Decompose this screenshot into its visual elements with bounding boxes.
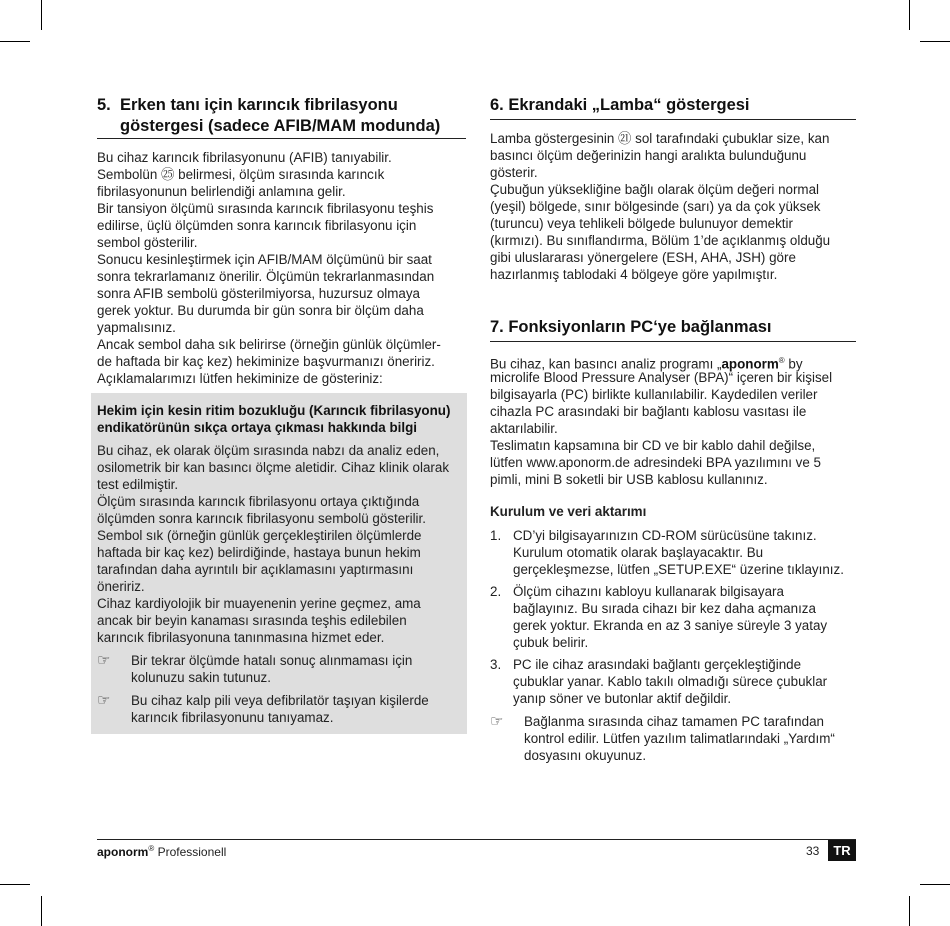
crop-mark <box>909 896 910 926</box>
text-line: Bu cihaz, ek olarak ölçüm sırasında nabzı da analiz eden, <box>97 443 440 458</box>
text-line: tarafından daha ayrıntılı bir açıklamasını yaptırmasını <box>97 562 414 577</box>
box-heading-line: Hekim için kesin ritim bozukluğu (Karıncık fibrilasyonu) <box>97 403 451 418</box>
text-line: karıncık fibrilasyonuna tanınmasına hizmet eder. <box>97 630 385 645</box>
text-line: Ancak sembol daha sık belirirse (örneğin günlük ölçümler- <box>97 337 441 352</box>
registered-mark: ® <box>148 844 155 853</box>
step-number: 2. <box>490 584 502 599</box>
text-line: Ölçüm sırasında karıncık fibrilasyonu ortaya çıktığında <box>97 494 420 509</box>
note-line: Bu cihaz kalp pili veya defibrilatör taşıyan kişilerde <box>131 693 429 708</box>
text-fragment: by <box>784 356 803 372</box>
pointing-hand-icon: ☞ <box>97 652 111 669</box>
text-line: Bu cihaz karıncık fibrilasyonunu (AFIB) tanıyabilir. <box>97 150 392 165</box>
text-line: Teslimatın kapsamına bir CD ve bir kablo dahil değilse, <box>490 438 816 453</box>
note-line: kontrol edilir. Lütfen yazılım talimatlarındaki „Yardım“ <box>524 731 835 746</box>
text-line: Sonucu kesinleştirmek için AFIB/MAM ölçümünü bir saat <box>97 252 432 267</box>
product-name: Professionell <box>154 845 227 859</box>
text-line: pimli, mini B soketli bir USB kablosu kullanınız. <box>490 472 768 487</box>
step-line: gerek yoktur. Ekranda en az 3 saniye süreyle 3 yatay <box>513 618 828 633</box>
crop-mark <box>41 0 42 30</box>
pointing-hand-icon: ☞ <box>490 713 504 730</box>
text-line: haftada bir kaç kez) belirdiğinde, hastaya bunun hekim <box>97 545 421 560</box>
registered-mark: ® <box>778 356 785 365</box>
crop-mark <box>0 884 30 885</box>
text-line: aktarılabilir. <box>490 421 558 436</box>
crop-mark <box>41 896 42 926</box>
brand-name: aponorm <box>97 845 149 859</box>
text-line: microlife Blood Pressure Analyser (BPA)“ içeren bir kişisel <box>490 370 833 385</box>
text-fragment: Bu cihaz, kan basıncı analiz programı „ <box>490 356 722 372</box>
text-line: hazırlanmış tablodaki 4 bölgeye göre yapılmıştır. <box>490 267 778 282</box>
step-line: PC ile cihaz arasındaki bağlantı gerçekleştiğinde <box>513 657 802 672</box>
heading-rule <box>490 341 856 342</box>
text-line: yapmalısınız. <box>97 320 176 335</box>
step-line: bağlayınız. Bu sırada cihazı bir kez daha açmanıza <box>513 601 816 616</box>
heading-rule <box>490 119 856 120</box>
note-line: karıncık fibrilasyonunu tanıyamaz. <box>131 710 334 725</box>
text-line: sonra AFIB sembolü gösterilmiyorsa, huzursuz olmaya <box>97 286 420 301</box>
step-line: çubuk belirir. <box>513 635 589 650</box>
text-line: gerek yoktur. Bu durumda bir gün sonra bir ölçüm daha <box>97 303 424 318</box>
step-line: CD’yi bilgisayarınızın CD-ROM sürücüsüne takınız. <box>513 528 817 543</box>
heading-text: 7. Fonksiyonların PC‘ye bağlanması <box>490 318 772 336</box>
page-number: 33 <box>806 844 820 858</box>
text-line: Cihaz kardiyolojik bir muayenenin yerine geçmez, ama <box>97 596 421 611</box>
text-line: Çubuğun yüksekliğine bağlı olarak ölçüm değeri normal <box>490 182 819 197</box>
language-badge: TR <box>828 840 856 861</box>
step-line: Ölçüm cihazını kabloyu kullanarak bilgisayara <box>513 584 784 599</box>
section-6-heading <box>490 95 750 116</box>
text-line: ölçümden sonra karıncık fibrilasyonu sembolü gösterilir. <box>97 511 426 526</box>
crop-mark <box>909 0 910 30</box>
step-line: Kurulum otomatik olarak başlayacaktır. Bu <box>513 545 764 560</box>
text-line: sonra tekrarlamanız önerilir. Ölçümün tekrarlanmasından <box>97 269 435 284</box>
text-line: Açıklamalarımızı lütfen hekiminize de gösteriniz: <box>97 371 383 386</box>
text-line: Bir tansiyon ölçümü sırasında karıncık fibrilasyonu teşhis <box>97 201 434 216</box>
text-line: cihazla PC arasındaki bir bağlantı kablosu vasıtası ile <box>490 404 807 419</box>
step-line: yanıp söner ve butonlar aktif değildir. <box>513 691 732 706</box>
pointing-hand-icon: ☞ <box>97 692 111 709</box>
note-line: kolunuzu sakin tutunuz. <box>131 670 271 685</box>
text-line: lütfen www.aponorm.de adresindeki BPA yazılımını ve 5 <box>490 455 821 470</box>
step-number: 1. <box>490 528 502 543</box>
text-line: ancak bir beyin kanaması sırasında teşhis edilebilen <box>97 613 407 628</box>
section-5-heading <box>97 95 467 137</box>
footer-brand <box>97 844 226 859</box>
text-line: Sembolün ㉕ belirmesi, ölçüm sırasında karıncık <box>97 167 385 182</box>
note-line: Bağlanma sırasında cihaz tamamen PC tarafından <box>524 714 824 729</box>
text-line: gösterir. <box>490 165 538 180</box>
note-line: dosyasını okuyunuz. <box>524 748 647 763</box>
text-line: test edilmiştir. <box>97 477 179 492</box>
heading-rule <box>97 138 466 139</box>
section-7-heading <box>490 317 772 338</box>
note-line: Bir tekrar ölçümde hatalı sonuç alınmaması için <box>131 653 413 668</box>
text-line: basıncı ölçüm değerinizin hangi aralıkta bulunduğunu <box>490 148 807 163</box>
text-line: Sembol sık (örneğin günlük gerçekleştirilen ölçümlerde <box>97 528 422 543</box>
crop-mark <box>0 41 30 42</box>
brand-name: aponorm <box>721 356 779 372</box>
text-line: (turuncu) veya tehlikeli bölgede bulunuyor demektir <box>490 216 793 231</box>
text-line: gibi uluslararası yönergelere (ESH, AHA, JSH) göre <box>490 250 796 265</box>
text-line: bilgisayarla (PC) birlikte kullanılabilir. Kaydedilen veriler <box>490 387 818 402</box>
text-line: öneririz. <box>97 579 145 594</box>
footer-rule <box>97 839 856 840</box>
heading-text: 6. Ekrandaki „Lamba“ göstergesi <box>490 96 750 114</box>
step-line: gerçekleşmezse, lütfen „SETUP.EXE“ üzerine tıklayınız. <box>513 562 844 577</box>
text-line: edilirse, üçlü ölçümden sonra karıncık fibrilasyonu için <box>97 218 417 233</box>
step-line: çubuklar yanar. Kablo takılı olmadığı sürece çubuklar <box>513 674 828 689</box>
section-number: 5. <box>97 96 111 114</box>
heading-line: göstergesi (sadece AFIB/MAM modunda) <box>120 117 441 135</box>
text-line: sembol gösterilir. <box>97 235 198 250</box>
text-line: osilometrik bir kan basıncı ölçme aletidir. Cihaz klinik olarak <box>97 460 450 475</box>
text-line: fibrilasyonunun belirlendiği anlamına gelir. <box>97 184 346 199</box>
heading-line: Erken tanı için karıncık fibrilasyonu <box>120 96 398 114</box>
crop-mark <box>920 41 950 42</box>
step-number: 3. <box>490 657 502 672</box>
text-line: (yeşil) bölgede, sınır bölgesinde (sarı) ya da çok yüksek <box>490 199 821 214</box>
text-line: (kırmızı). Bu sınıflandırma, Bölüm 1’de açıklanmış olduğu <box>490 233 831 248</box>
text-line: Lamba göstergesinin ㉑ sol tarafındaki çubuklar size, kan <box>490 131 830 146</box>
subheading: Kurulum ve veri aktarımı <box>490 504 647 519</box>
crop-mark <box>920 884 950 885</box>
text-line: de haftada bir kaç kez) hekiminize başvurmanızı öneririz. <box>97 354 435 369</box>
box-heading-line: endikatörünün sıkça ortaya çıkması hakkında bilgi <box>97 420 417 435</box>
